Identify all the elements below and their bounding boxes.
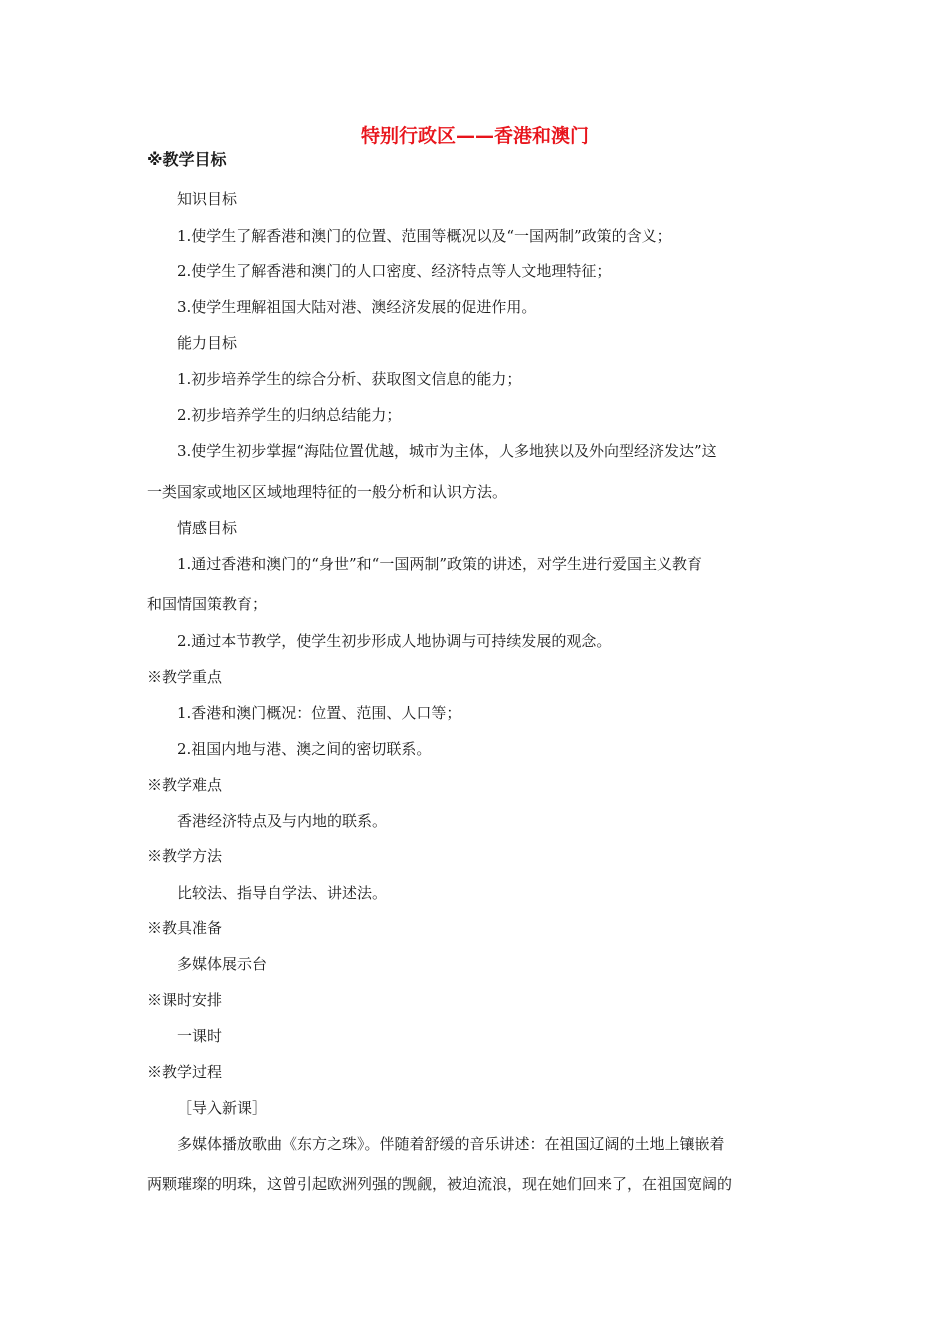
- tools-heading: ※教具准备: [147, 919, 223, 937]
- emotion-item-1-line-1: 1.通过香港和澳门的“身世”和“一国两制”政策的讲述，对学生进行爱国主义教育: [177, 555, 702, 573]
- process-heading: ※教学过程: [147, 1063, 223, 1081]
- schedule-heading: ※课时安排: [147, 991, 223, 1009]
- document-title: 特别行政区——香港和澳门: [360, 125, 589, 147]
- intro-paragraph-line-2: 两颗璀璨的明珠，这曾引起欧洲列强的觊觎，被迫流浪，现在她们回来了，在祖国宽阔的: [147, 1175, 733, 1193]
- knowledge-item-2: 2.使学生了解香港和澳门的人口密度、经济特点等人文地理特征；: [177, 262, 612, 280]
- key-points-heading: ※教学重点: [147, 668, 223, 686]
- key-point-1: 1.香港和澳门概况：位置、范围、人口等；: [177, 704, 462, 722]
- methods-text: 比较法、指导自学法、讲述法。: [177, 884, 388, 902]
- emotion-heading: 情感目标: [177, 519, 238, 537]
- ability-item-1: 1.初步培养学生的综合分析、获取图文信息的能力；: [177, 370, 522, 388]
- ability-item-3-line-1: 3.使学生初步掌握“海陆位置优越，城市为主体，人多地狭以及外向型经济发达”这: [177, 442, 717, 460]
- emotion-item-2: 2.通过本节教学，使学生初步形成人地协调与可持续发展的观念。: [177, 632, 612, 650]
- knowledge-heading: 知识目标: [177, 190, 238, 208]
- tools-text: 多媒体展示台: [177, 955, 268, 973]
- knowledge-item-3: 3.使学生理解祖国大陆对港、澳经济发展的促进作用。: [177, 298, 537, 316]
- objectives-heading: ※教学目标: [147, 150, 227, 169]
- ability-heading: 能力目标: [177, 334, 238, 352]
- knowledge-item-1: 1.使学生了解香港和澳门的位置、范围等概况以及“一国两制”政策的含义；: [177, 227, 672, 245]
- key-point-2: 2.祖国内地与港、澳之间的密切联系。: [177, 740, 432, 758]
- difficulties-heading: ※教学难点: [147, 776, 223, 794]
- intro-paragraph-line-1: 多媒体播放歌曲《东方之珠》。伴随着舒缓的音乐讲述：在祖国辽阔的土地上镶嵌着: [177, 1135, 725, 1153]
- ability-item-2: 2.初步培养学生的归纳总结能力；: [177, 406, 402, 424]
- methods-heading: ※教学方法: [147, 847, 223, 865]
- intro-label: ［导入新课］: [177, 1099, 268, 1117]
- difficulties-text: 香港经济特点及与内地的联系。: [177, 812, 388, 830]
- ability-item-3-line-2: 一类国家或地区区域地理特征的一般分析和认识方法。: [147, 483, 508, 501]
- schedule-text: 一课时: [177, 1027, 223, 1045]
- emotion-item-1-line-2: 和国情国策教育；: [147, 595, 268, 613]
